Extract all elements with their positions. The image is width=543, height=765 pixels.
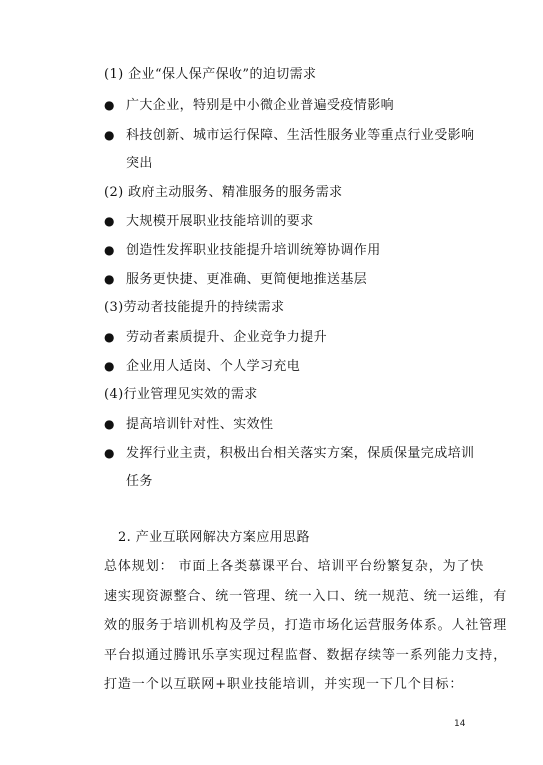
- list-item-text: 创造性发挥职业技能提升培训统筹协调作用: [126, 243, 381, 258]
- list-item-text: 服务更快捷、更准确、更简便地推送基层: [126, 272, 368, 287]
- list-item-continuation: 任务: [126, 474, 153, 489]
- list-item: [104, 241, 381, 260]
- list-item-text: 提高培训针对性、实效性: [126, 417, 274, 432]
- bullet-icon: ●: [104, 272, 115, 286]
- list-item: [104, 415, 273, 434]
- subheading-2: (2) 政府主动服务、精准服务的服务需求: [104, 185, 343, 200]
- page-number: 14: [454, 719, 466, 729]
- list-item-text: 劳动者素质提升、企业竞争力提升: [126, 330, 328, 345]
- list-item: [104, 96, 394, 115]
- list-item: [104, 212, 314, 231]
- bullet-icon: ●: [104, 128, 115, 142]
- list-item: [104, 328, 327, 347]
- list-item: [104, 270, 367, 289]
- list-item-text: 科技创新、城市运行保障、生活性服务业等重点行业受影响: [126, 128, 475, 143]
- list-item-text: 企业用人适岗、个人学习充电: [126, 359, 301, 374]
- list-item-text: 广大企业，特别是中小微企业普遍受疫情影响: [126, 98, 395, 113]
- list-item: [104, 357, 300, 376]
- bullet-icon: ●: [104, 359, 115, 373]
- bullet-icon: ●: [104, 330, 115, 344]
- bullet-icon: ●: [104, 417, 115, 431]
- bullet-icon: ●: [104, 214, 115, 228]
- list-item: [104, 126, 474, 145]
- list-item: [104, 444, 474, 463]
- paragraph-line: 速实现资源整合、统一管理、统一入口、统一规范、统一运维，有: [104, 589, 508, 604]
- section-heading: 2. 产业互联网解决方案应用思路: [118, 530, 310, 545]
- bullet-icon: ●: [104, 243, 115, 257]
- paragraph-line: 效的服务于培训机构及学员，打造市场化运营服务体系。人社管理: [104, 618, 508, 633]
- paragraph-line: 平台拟通过腾讯乐享实现过程监督、数据存续等一系列能力支持，: [104, 648, 508, 663]
- subheading-3: (3)劳动者技能提升的持续需求: [104, 300, 285, 315]
- list-item-continuation: 突出: [126, 156, 153, 171]
- list-item-text: 发挥行业主责，积极出台相关落实方案，保质保量完成培训: [126, 446, 475, 461]
- subheading-4: (4)行业管理见实效的需求: [104, 387, 258, 402]
- subheading-1: (1) 企业“保人保产保收”的迫切需求: [104, 67, 317, 82]
- bullet-icon: ●: [104, 446, 115, 460]
- paragraph-line: 打造一个以互联网+职业技能培训，并实现一下几个目标：: [104, 677, 464, 692]
- bullet-icon: ●: [104, 98, 115, 112]
- paragraph-line: 总体规划： 市面上各类慕课平台、培训平台纷繁复杂，为了快: [104, 559, 485, 574]
- list-item-text: 大规模开展职业技能培训的要求: [126, 214, 314, 229]
